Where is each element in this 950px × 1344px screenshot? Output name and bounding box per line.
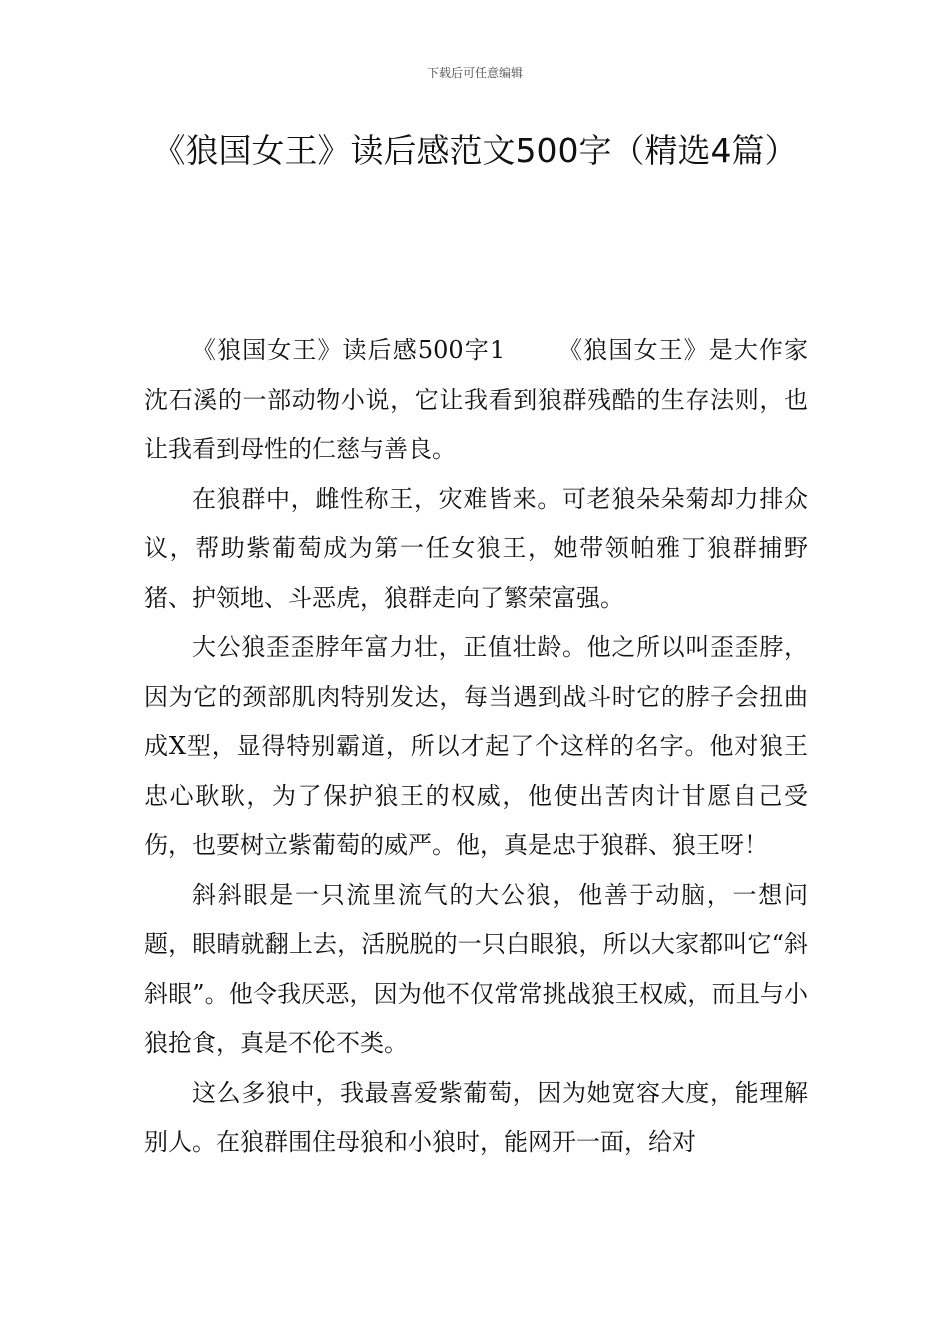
paragraph-text: 斜斜眼是一只流里流气的大公狼，他善于动脑，一想问题，眼睛就翻上去，活脱脱的一只白眼狼，所以大家都叫它“斜斜眼”。他令我厌恶，因为他不仅常常挑战狼王权威，而且与小狼抢食，真是不伦不类。: [144, 880, 808, 1057]
essay-heading: 《狼国女王》读后感500字1: [192, 336, 506, 364]
document-title: 《狼国女王》读后感范文500字（精选4篇）: [152, 131, 798, 170]
paragraph: [144, 623, 808, 871]
paragraph-text: 大公狼歪歪脖年富力壮，正值壮龄。他之所以叫歪歪脖，因为它的颈部肌肉特别发达，每当遇到战斗时它的脖子会扭曲成X型，显得特别霸道，所以才起了个这样的名字。他对狼王忠心耿耿，为了保护狼王的权威，他使出苦肉计甘愿自己受伤，也要树立紫葡萄的威严。他，真是忠于狼群、狼王呀！: [144, 633, 808, 859]
paragraph-text: 在狼群中，雌性称王，灾难皆来。可老狼朵朵菊却力排众议，帮助紫葡萄成为第一任女狼王，她带领帕雅丁狼群捕野猪、护领地、斗恶虎，狼群走向了繁荣富强。: [144, 484, 808, 612]
paragraph: [144, 475, 808, 624]
document-body: [144, 326, 808, 1168]
header-note: 下载后可任意编辑: [426, 66, 523, 80]
paragraph: [144, 326, 808, 475]
paragraph: [144, 871, 808, 1069]
paragraph: [144, 1069, 808, 1168]
paragraph-text: 这么多狼中，我最喜爱紫葡萄，因为她宽容大度，能理解别人。在狼群围住母狼和小狼时，能网开一面，给对: [144, 1078, 808, 1156]
paragraph-text: 《狼国女王》是大作家沈石溪的一部动物小说，它让我看到狼群残酷的生存法则，也让我看到母性的仁慈与善良。: [144, 336, 809, 463]
